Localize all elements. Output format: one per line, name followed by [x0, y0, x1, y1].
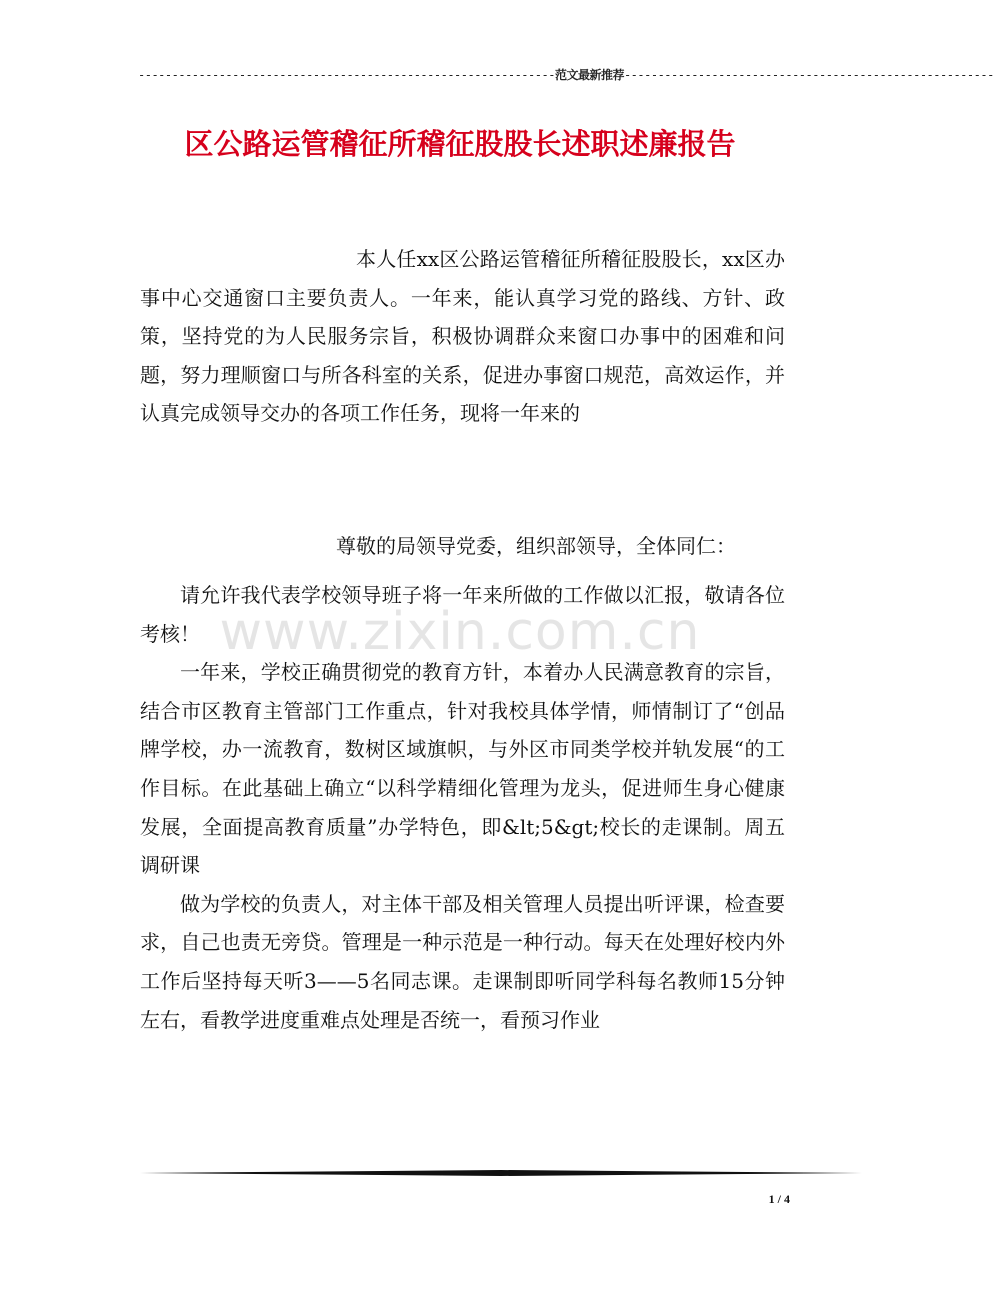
watermark: www.zixin.com.cn — [219, 602, 701, 662]
intro-paragraph: 本人任xx区公路运管稽征所稽征股股长，xx区办事中心交通窗口主要负责人。一年来，能认真学习党的路线、方针、政策，坚持党的为人民服务宗旨，积极协调群众来窗口办事中的困难和问题，努力理顺窗口与所各科室的关系，促进办事窗口规范，高效运作，并认真完成领导交办的各项工作任务，现将一年来的 — [140, 247, 785, 426]
intro-section — [140, 240, 785, 433]
header-dashes-left: -------------------------------------------------------------- — [138, 68, 555, 82]
salutation-line: 尊敬的局领导党委，组织部领导，全体同仁： — [336, 534, 736, 558]
header-dashes-right: ------------------------------------------------------- — [623, 68, 994, 82]
document-title: 区公路运管稽征所稽征股股长述职述廉报告 — [184, 127, 736, 161]
paragraph-3: 做为学校的负责人，对主体干部及相关管理人员提出听评课，检查要求，自己也责无旁贷。管理是一种示范是一种行动。每天在处理好校内外工作后坚持每天听3——5名同志课。走课制即听同学科每名教师15分钟左右，看教学进度重难点处理是否统一，看预习作业 — [140, 891, 785, 1032]
footer-divider — [140, 1170, 862, 1176]
main-body — [140, 576, 785, 1039]
page-number: 1 / 4 — [768, 1192, 790, 1206]
header-label: 范文最新推荐 — [554, 68, 624, 82]
paragraph-2: 一年来，学校正确贯彻党的教育方针，本着办人民满意教育的宗旨，结合市区教育主管部门工作重点，针对我校具体学情，师情制订了“创品牌学校，办一流教育，数树区域旗帜，与外区市同类学校并轨发展“的工作目标。在此基础上确立“以科学精细化管理为龙头，促进师生身心健康发展，全面提高教育质量”办学特色，即&lt;5&gt;校长的走课制。周五调研课 — [140, 660, 785, 878]
page-header — [138, 66, 994, 83]
paragraph-1: 请允许我代表学校领导班子将一年来所做的工作做以汇报，敬请各位考核！ — [140, 583, 785, 646]
